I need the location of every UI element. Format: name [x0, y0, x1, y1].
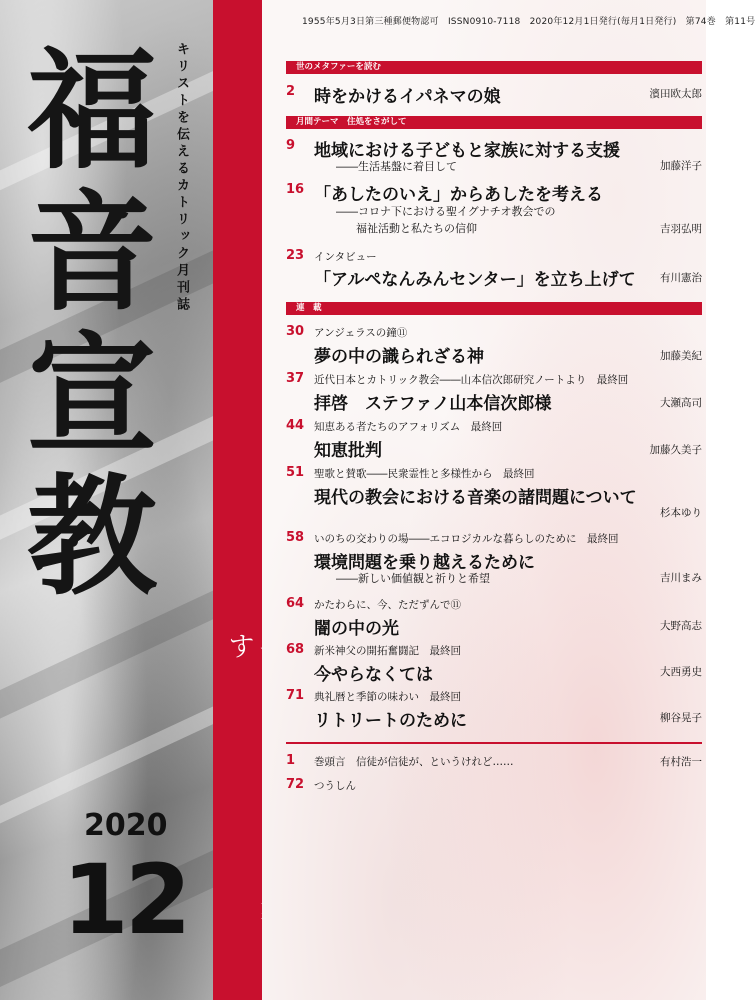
article-title: 現代の教会における音楽の諸問題について — [314, 488, 637, 508]
toc-entry[interactable] — [286, 180, 702, 238]
page-number: 30 — [286, 324, 305, 339]
page-number: 37 — [286, 371, 305, 386]
article-title: 夢の中の識られざる神 — [314, 347, 484, 367]
article-author: 吉羽弘明 — [660, 223, 702, 235]
article-author: 有村浩一 — [660, 756, 702, 768]
toc-entry[interactable] — [286, 528, 702, 588]
page-number: 44 — [286, 418, 305, 433]
divider-rule — [286, 742, 702, 744]
toc-entry[interactable] — [286, 777, 702, 797]
article-subtitle: ――コロナ下における聖イグナチオ教会での — [336, 205, 556, 218]
page-number: 71 — [286, 688, 305, 703]
cover-texture-panel — [0, 0, 213, 1000]
article-author: 吉川まみ — [660, 572, 702, 584]
title-char: 福 — [26, 35, 153, 187]
toc-entry[interactable] — [286, 640, 702, 685]
article-title: 巻頭言 信徒が信徒が、というけれど…… — [314, 756, 514, 768]
series-label: 知恵ある者たちのアフォリズム 最終回 — [314, 421, 503, 433]
toc-entry[interactable] — [286, 686, 702, 731]
toc-entry[interactable] — [286, 463, 702, 521]
article-author: 加藤久美子 — [649, 444, 702, 456]
article-author: 濱田欧太郎 — [649, 88, 702, 100]
toc-entry[interactable] — [286, 753, 702, 773]
issue-month: 12 — [62, 844, 188, 956]
series-label: いのちの交わりの場――エコロジカルな暮らしのために 最終回 — [314, 533, 619, 545]
page-number: 16 — [286, 182, 305, 197]
series-label: アンジェラスの鐘⑪ — [314, 327, 408, 339]
series-label: 典礼暦と季節の味わい 最終回 — [314, 691, 461, 703]
magazine-subtitle: キリストを伝えるカトリック月刊誌 — [174, 42, 189, 314]
magazine-title — [10, 35, 170, 613]
issue-year: 2020 — [84, 808, 168, 843]
article-title: リトリートのために — [314, 711, 467, 731]
toc-entry[interactable] — [286, 594, 702, 639]
page-number: 1 — [286, 753, 296, 768]
article-title: 「あしたのいえ」からあしたを考える — [314, 185, 603, 205]
publication-info: 1955年5月3日第三種郵便物認可 ISSN0910-7118 2020年12月1日発行(毎月1日発行) 第74巻 第11号 — [302, 17, 755, 27]
article-title: つうしん — [314, 780, 356, 792]
section-header-theme: 月間テーマ 住処をさがして — [286, 116, 702, 129]
page-number: 23 — [286, 248, 305, 263]
page-number: 58 — [286, 530, 305, 545]
series-label: 聖歌と賛歌――民衆霊性と多様性から 最終回 — [314, 468, 535, 480]
toc-entry[interactable] — [286, 82, 702, 106]
article-author: 加藤美紀 — [660, 350, 702, 362]
page-number: 72 — [286, 777, 305, 792]
title-char: 音 — [26, 177, 153, 329]
toc-entry[interactable] — [286, 416, 702, 461]
series-label: 新米神父の開拓奮闘記 最終回 — [314, 645, 461, 657]
title-char: 宣 — [26, 319, 153, 471]
article-title: 環境問題を乗り越えるために — [314, 553, 535, 573]
series-label: インタビュー — [314, 251, 377, 263]
article-subtitle: ――生活基盤に着目して — [336, 160, 457, 173]
article-title: 闇の中の光 — [314, 619, 399, 639]
article-author: 大野高志 — [660, 620, 702, 632]
title-char: 教 — [26, 461, 153, 613]
article-subtitle: 福祉活動と私たちの信仰 — [356, 222, 477, 235]
article-title: 拝啓 ステファノ山本信次郎様 — [314, 394, 552, 414]
article-title: 知恵批判 — [314, 441, 382, 461]
article-author: 大西勇史 — [660, 666, 702, 678]
page-number: 68 — [286, 642, 305, 657]
series-label: かたわらに、今、ただずんで⑪ — [314, 599, 461, 611]
section-header-metaphor: 世のメタファーを読む — [286, 61, 702, 74]
page-number: 51 — [286, 465, 305, 480]
article-author: 有川憲治 — [660, 272, 702, 284]
article-author: 加藤洋子 — [660, 160, 702, 172]
page-number: 64 — [286, 596, 305, 611]
table-of-contents — [262, 0, 755, 1000]
cover-slogan: す — [223, 632, 254, 661]
toc-entry[interactable] — [286, 246, 702, 290]
page-number: 2 — [286, 84, 296, 99]
article-subtitle: ――新しい価値観と祈りと希望 — [336, 572, 490, 585]
article-title: 地域における子どもと家族に対する支援 — [314, 141, 620, 161]
article-title: 今やらなくては — [314, 665, 433, 685]
article-author: 杉本ゆり — [660, 507, 702, 519]
toc-entry[interactable] — [286, 136, 702, 176]
article-title: 「アルペなんみんセンター」を立ち上げて — [314, 270, 636, 290]
article-author: 柳谷晃子 — [660, 712, 702, 724]
article-title: 時をかけるイパネマの娘 — [314, 87, 501, 107]
article-author: 大瀬高司 — [660, 397, 702, 409]
page-number: 9 — [286, 138, 296, 153]
toc-entry[interactable] — [286, 322, 702, 367]
toc-entry[interactable] — [286, 369, 702, 414]
series-label: 近代日本とカトリック教会――山本信次郎研究ノートより 最終回 — [314, 374, 629, 386]
section-header-serial: 連 載 — [286, 302, 702, 315]
